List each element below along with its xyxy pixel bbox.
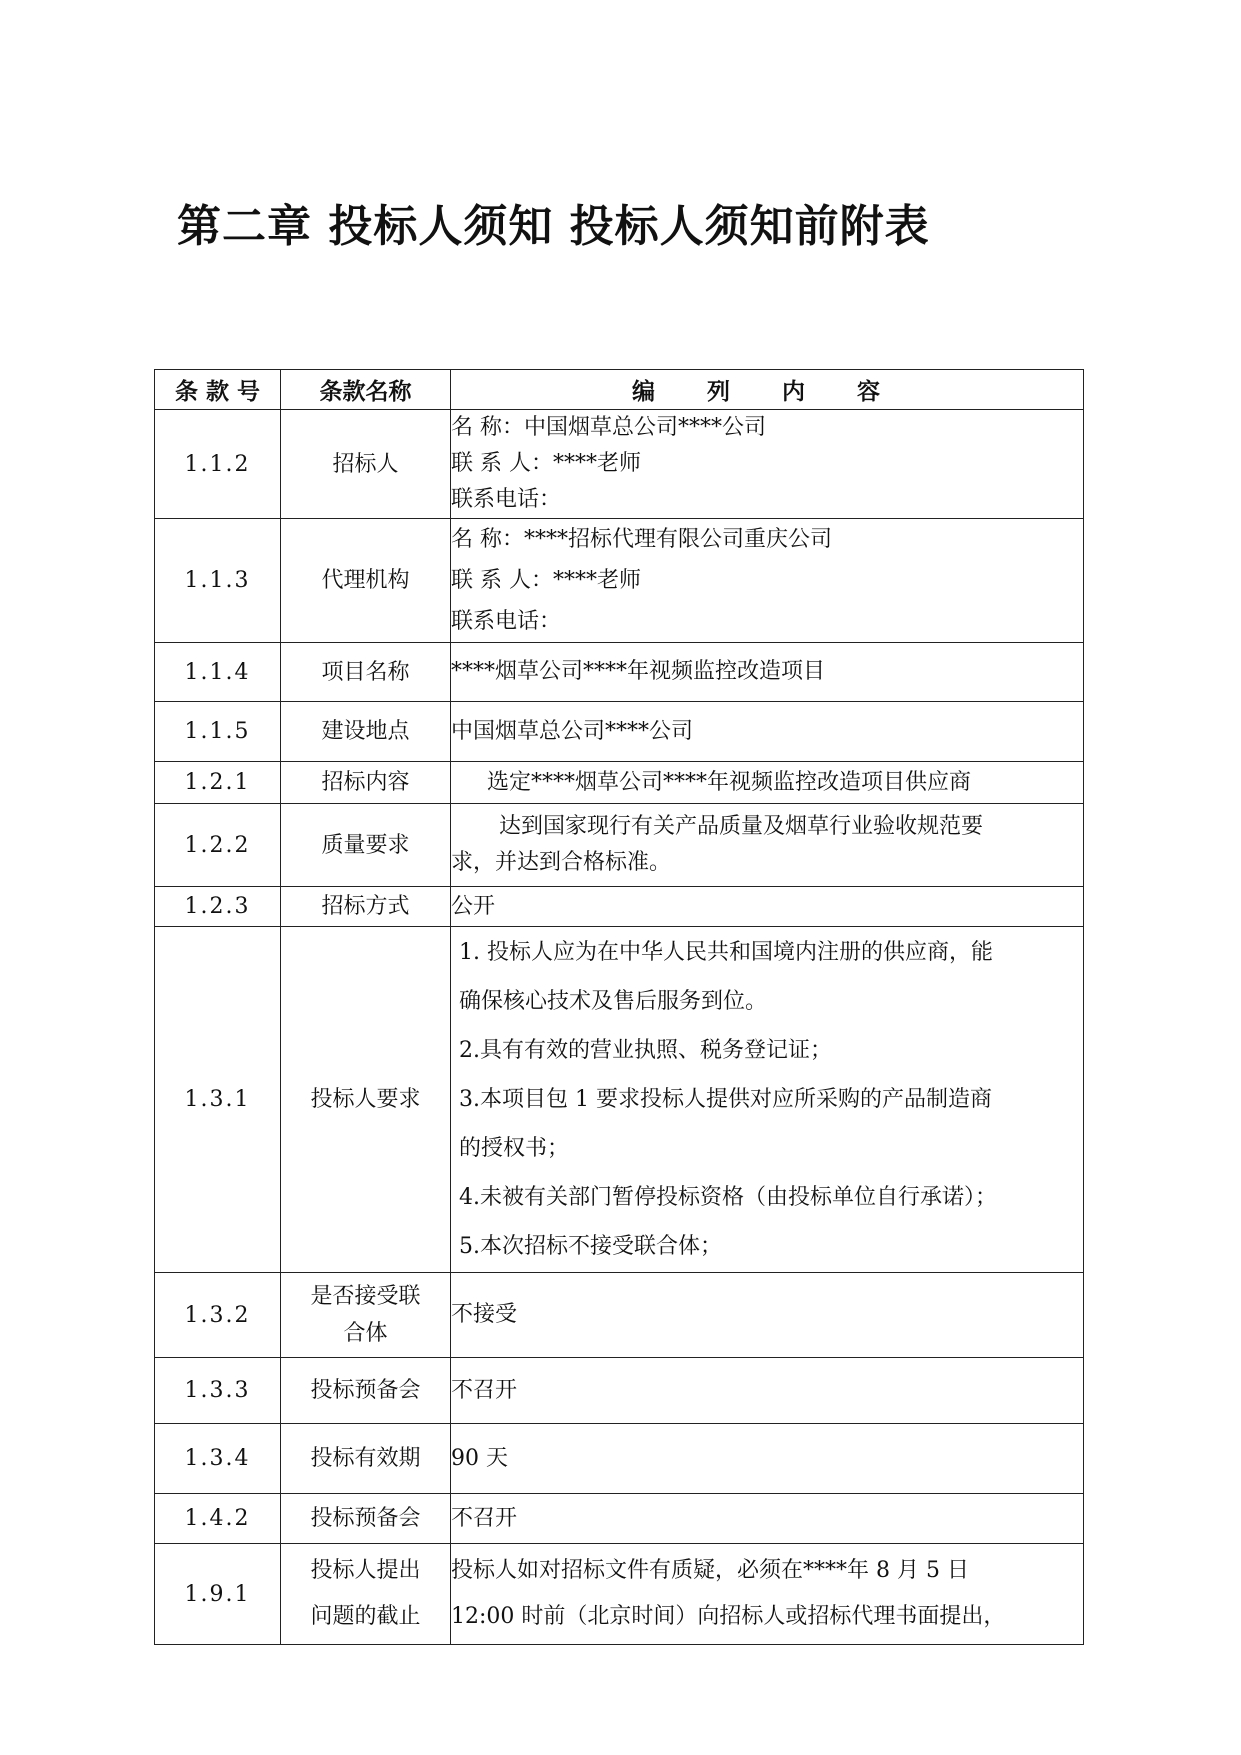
clause-number: 1.2.3 [155,887,281,927]
clause-content [451,1494,1084,1544]
clause-content [451,1358,1084,1424]
content-line: 名 称：****招标代理有限公司重庆公司 [451,527,832,552]
clause-name: 投标人要求 [281,927,451,1273]
table-row [155,519,1084,643]
table-row [155,1358,1084,1424]
content-line: 3.本项目包 1 要求投标人提供对应所采购的产品制造商 [459,1087,992,1112]
clause-name: 投标有效期 [281,1424,451,1494]
clause-number: 1.9.1 [155,1544,281,1645]
clause-name [281,1273,451,1358]
clause-number: 1.3.4 [155,1424,281,1494]
clause-number: 1.2.2 [155,804,281,887]
content-line: 联 系 人：****老师 [451,451,641,476]
clause-name: 招标内容 [281,762,451,804]
clause-name: 代理机构 [281,519,451,643]
table-row [155,1273,1084,1358]
content-line: 中国烟草总公司****公司 [451,718,694,744]
content-line: 联系电话： [451,609,562,634]
content-line: 公开 [451,893,496,919]
clause-number: 1.3.2 [155,1273,281,1358]
page-title: 第二章 投标人须知 投标人须知前附表 [177,201,930,252]
content-line: 不召开 [451,1505,518,1531]
table-row [155,410,1084,519]
clause-number: 1.1.4 [155,643,281,702]
content-line: 求，并达到合格标准。 [451,850,672,875]
clause-number: 1.4.2 [155,1494,281,1544]
content-line: 选定****烟草公司****年视频监控改造项目供应商 [487,769,972,795]
content-line: 联 系 人：****老师 [451,568,641,593]
table-row [155,1544,1084,1645]
content-line: 不召开 [451,1377,518,1403]
clause-number: 1.1.2 [155,410,281,519]
clause-number: 1.1.3 [155,519,281,643]
content-line: 90 天 [451,1445,508,1471]
clause-name: 质量要求 [281,804,451,887]
clause-content [451,643,1084,702]
bid-info-table [154,369,1084,1645]
table-row [155,887,1084,927]
header-content: 编 列 内 容 [451,370,1084,410]
content-line: 12:00 时前（北京时间）向招标人或招标代理书面提出， [451,1604,1006,1629]
content-line: 联系电话： [451,487,562,512]
table-row [155,1424,1084,1494]
clause-number: 1.3.1 [155,927,281,1273]
clause-name: 招标人 [281,410,451,519]
clause-content [451,1273,1084,1358]
content-line: 1. 投标人应为在中华人民共和国境内注册的供应商，能 [459,940,993,965]
content-line: 2.具有有效的营业执照、税务登记证； [459,1038,832,1063]
clause-name [281,1544,451,1645]
clause-content [451,927,1084,1273]
clause-content [451,702,1084,762]
content-line: 名 称：中国烟草总公司****公司 [451,415,766,440]
clause-content [451,762,1084,804]
table-row [155,927,1084,1273]
clause-name-line: 是否接受联 [310,1284,421,1309]
clause-content [451,887,1084,927]
table-header-row [155,370,1084,410]
content-line: ****烟草公司****年视频监控改造项目 [451,659,826,684]
clause-name: 投标预备会 [281,1494,451,1544]
clause-content [451,1424,1084,1494]
table-row [155,762,1084,804]
clause-name-line: 投标人提出 [310,1558,421,1583]
table-row [155,804,1084,887]
clause-content [451,1544,1084,1645]
header-clause-no: 条 款 号 [155,370,281,410]
clause-name: 项目名称 [281,643,451,702]
clause-content [451,519,1084,643]
content-line: 投标人如对招标文件有质疑，必须在****年 8 月 5 日 [451,1558,969,1583]
clause-number: 1.3.3 [155,1358,281,1424]
table-row [155,643,1084,702]
table-row [155,1494,1084,1544]
clause-content [451,804,1084,887]
clause-name-line: 问题的截止 [310,1604,421,1629]
clause-name: 投标预备会 [281,1358,451,1424]
content-line: 达到国家现行有关产品质量及烟草行业验收规范要 [499,814,984,839]
clause-name: 建设地点 [281,702,451,762]
table-row [155,702,1084,762]
content-line: 5.本次招标不接受联合体； [459,1234,722,1259]
content-line: 不接受 [451,1302,518,1327]
content-line: 4.未被有关部门暂停投标资格（由投标单位自行承诺）； [459,1185,997,1210]
clause-name-line: 合体 [343,1321,388,1346]
content-line: 的授权书； [459,1136,570,1161]
clause-number: 1.2.1 [155,762,281,804]
clause-number: 1.1.5 [155,702,281,762]
content-line: 确保核心技术及售后服务到位。 [459,989,768,1014]
clause-name: 招标方式 [281,887,451,927]
header-clause-name: 条款名称 [281,370,451,410]
clause-content [451,410,1084,519]
